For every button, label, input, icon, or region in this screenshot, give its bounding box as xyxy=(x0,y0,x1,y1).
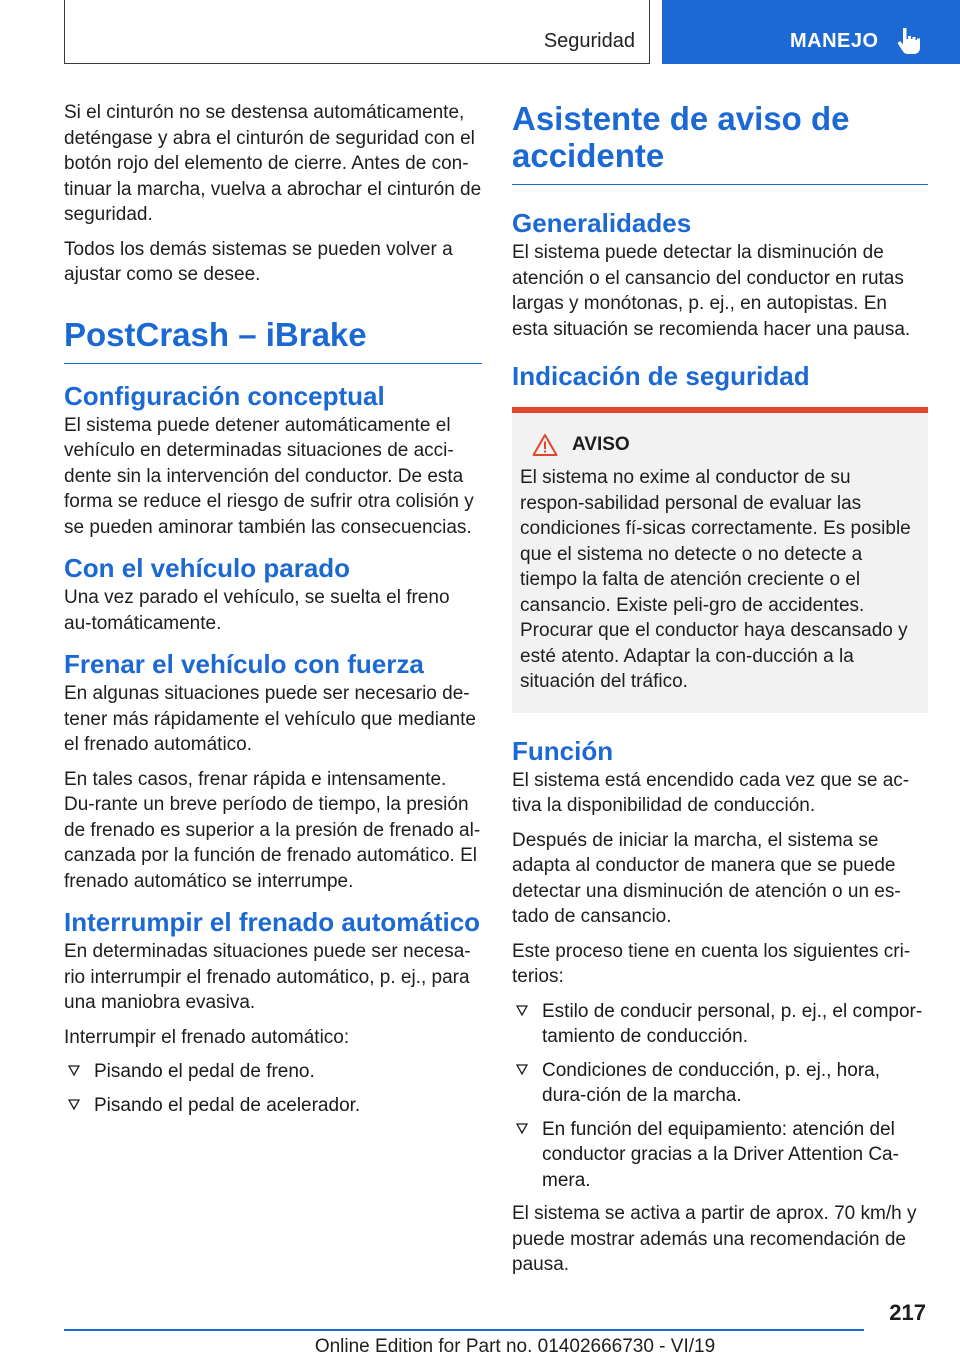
triangle-bullet-icon xyxy=(68,1099,80,1110)
list-item xyxy=(512,1058,928,1109)
footer-edition xyxy=(0,1336,960,1358)
tab-label: MANEJO xyxy=(790,30,879,52)
criterios-list xyxy=(512,999,928,1194)
section-title: Seguridad xyxy=(543,30,635,52)
list-item-text: En función del equipamiento: atención del conductor gracias a la Driver Attention Ca-mera. xyxy=(542,1118,899,1191)
hand-pointer-icon xyxy=(894,26,924,56)
text-funcion-1: El sistema está encendido cada vez que se ac-tiva la disponibilidad de conducción. xyxy=(512,769,910,816)
triangle-bullet-icon xyxy=(516,1123,528,1134)
triangle-bullet-icon xyxy=(68,1065,80,1076)
text-vehiculo-parado: Una vez parado el vehículo, se suelta el freno au-tomáticamente. xyxy=(64,587,450,634)
heading-indicacion-seguridad: Indicación de seguridad xyxy=(512,361,810,391)
warning-title xyxy=(520,433,920,457)
warning-text: El sistema no exime al conductor de su respon-sabilidad personal de evaluar las condiciones fí-sicas correctamente. Es posible que el sistema no detecte o no detecte a tiempo la falta de atención creciente o el cansancio. Existe peli-gro de accidentes. Procurar que el conductor haya descansado y esté atento. Adaptar la con-ducción a la situación del tráfico. xyxy=(520,467,911,692)
footer-rule xyxy=(64,1329,864,1331)
list-item xyxy=(64,1093,482,1119)
page-number: 217 xyxy=(889,1300,926,1325)
warning-label: AVISO xyxy=(572,434,630,455)
header-section-box xyxy=(64,0,650,64)
heading-generalidades: Generalidades xyxy=(512,208,692,238)
chapter-title-postcrash: PostCrash – iBrake xyxy=(64,316,482,364)
heading-funcion: Función xyxy=(512,735,614,766)
list-item-text: Condiciones de conducción, p. ej., hora, dura-ción de la marcha. xyxy=(542,1059,880,1106)
triangle-bullet-icon xyxy=(516,1005,528,1016)
heading-frenar-fuerza: Frenar el vehículo con fuerza xyxy=(64,649,424,679)
text-configuracion: El sistema puede detener automáticamente el vehículo en determinadas situaciones de acci-dente sin la intervención del conductor. De esta forma se reduce el riesgo de sufrir otra colisión y se pueden aminorar también las consecuencias. xyxy=(64,414,474,538)
text-interrumpir-2: Interrumpir el frenado automático: xyxy=(64,1026,350,1048)
intro-paragraph-1: Si el cinturón no se destensa automáticamente, deténgase y abra el cinturón de seguridad con el botón rojo del elemento de cierre. Antes de con-tinuar la marcha, vuelva a abrochar el cinturón de seguridad. xyxy=(64,102,482,225)
right-column xyxy=(512,100,928,1287)
text-interrumpir-1: En determinadas situaciones puede ser necesa-rio interrumpir el frenado automático, p. ej., para una maniobra evasiva. xyxy=(64,941,471,1013)
left-column xyxy=(64,100,482,1126)
text-frenar-fuerza-1: En algunas situaciones puede ser necesario de-tener más rápidamente el vehículo que mediante el frenado automático. xyxy=(64,683,476,755)
tab-manejo[interactable] xyxy=(662,0,960,64)
list-item xyxy=(512,1117,928,1194)
heading-vehiculo-parado: Con el vehículo parado xyxy=(64,553,351,583)
intro-paragraph-2: Todos los demás sistemas se pueden volver a ajustar como se desee. xyxy=(64,238,453,285)
text-frenar-fuerza-2: En tales casos, frenar rápida e intensamente. Du-rante un breve período de tiempo, la presión de frenado es superior a la presión de frenado al-canzada por la función de frenado automático. El frenado automático se interrumpe. xyxy=(64,768,481,892)
text-funcion-3: Este proceso tiene en cuenta los siguientes cri-terios: xyxy=(512,940,911,987)
list-item-text: Pisando el pedal de freno. xyxy=(94,1061,315,1082)
heading-configuracion: Configuración conceptual xyxy=(64,380,385,411)
warning-triangle-icon xyxy=(532,433,558,457)
text-funcion-4: El sistema se activa a partir de aprox. 70 km/h y puede mostrar además una recomendación de pausa. xyxy=(512,1203,917,1275)
triangle-bullet-icon xyxy=(516,1064,528,1075)
text-funcion-2: Después de iniciar la marcha, el sistema se adapta al conductor de manera que se puede detectar una disminución de atención o un es-tado de cansancio. xyxy=(512,829,901,927)
chapter-title-asistente: Asistente de aviso de accidente xyxy=(512,100,928,185)
list-item-text: Estilo de conducir personal, p. ej., el compor-tamiento de conducción. xyxy=(542,1000,923,1047)
list-item-text: Pisando el pedal de acelerador. xyxy=(94,1094,361,1116)
footer-edition-text: Online Edition for Part no. 01402666730 - VI/19 xyxy=(314,1336,716,1357)
list-item xyxy=(512,999,928,1050)
text-generalidades: El sistema puede detectar la disminución de atención o el cansancio del conductor en rutas largas y monótonas, p. ej., en autopistas. En esta situación se recomienda hacer una pausa. xyxy=(512,242,911,340)
list-item xyxy=(64,1059,482,1085)
interrumpir-list xyxy=(64,1059,482,1118)
warning-box xyxy=(512,413,928,713)
heading-interrumpir: Interrumpir el frenado automático xyxy=(64,907,481,937)
